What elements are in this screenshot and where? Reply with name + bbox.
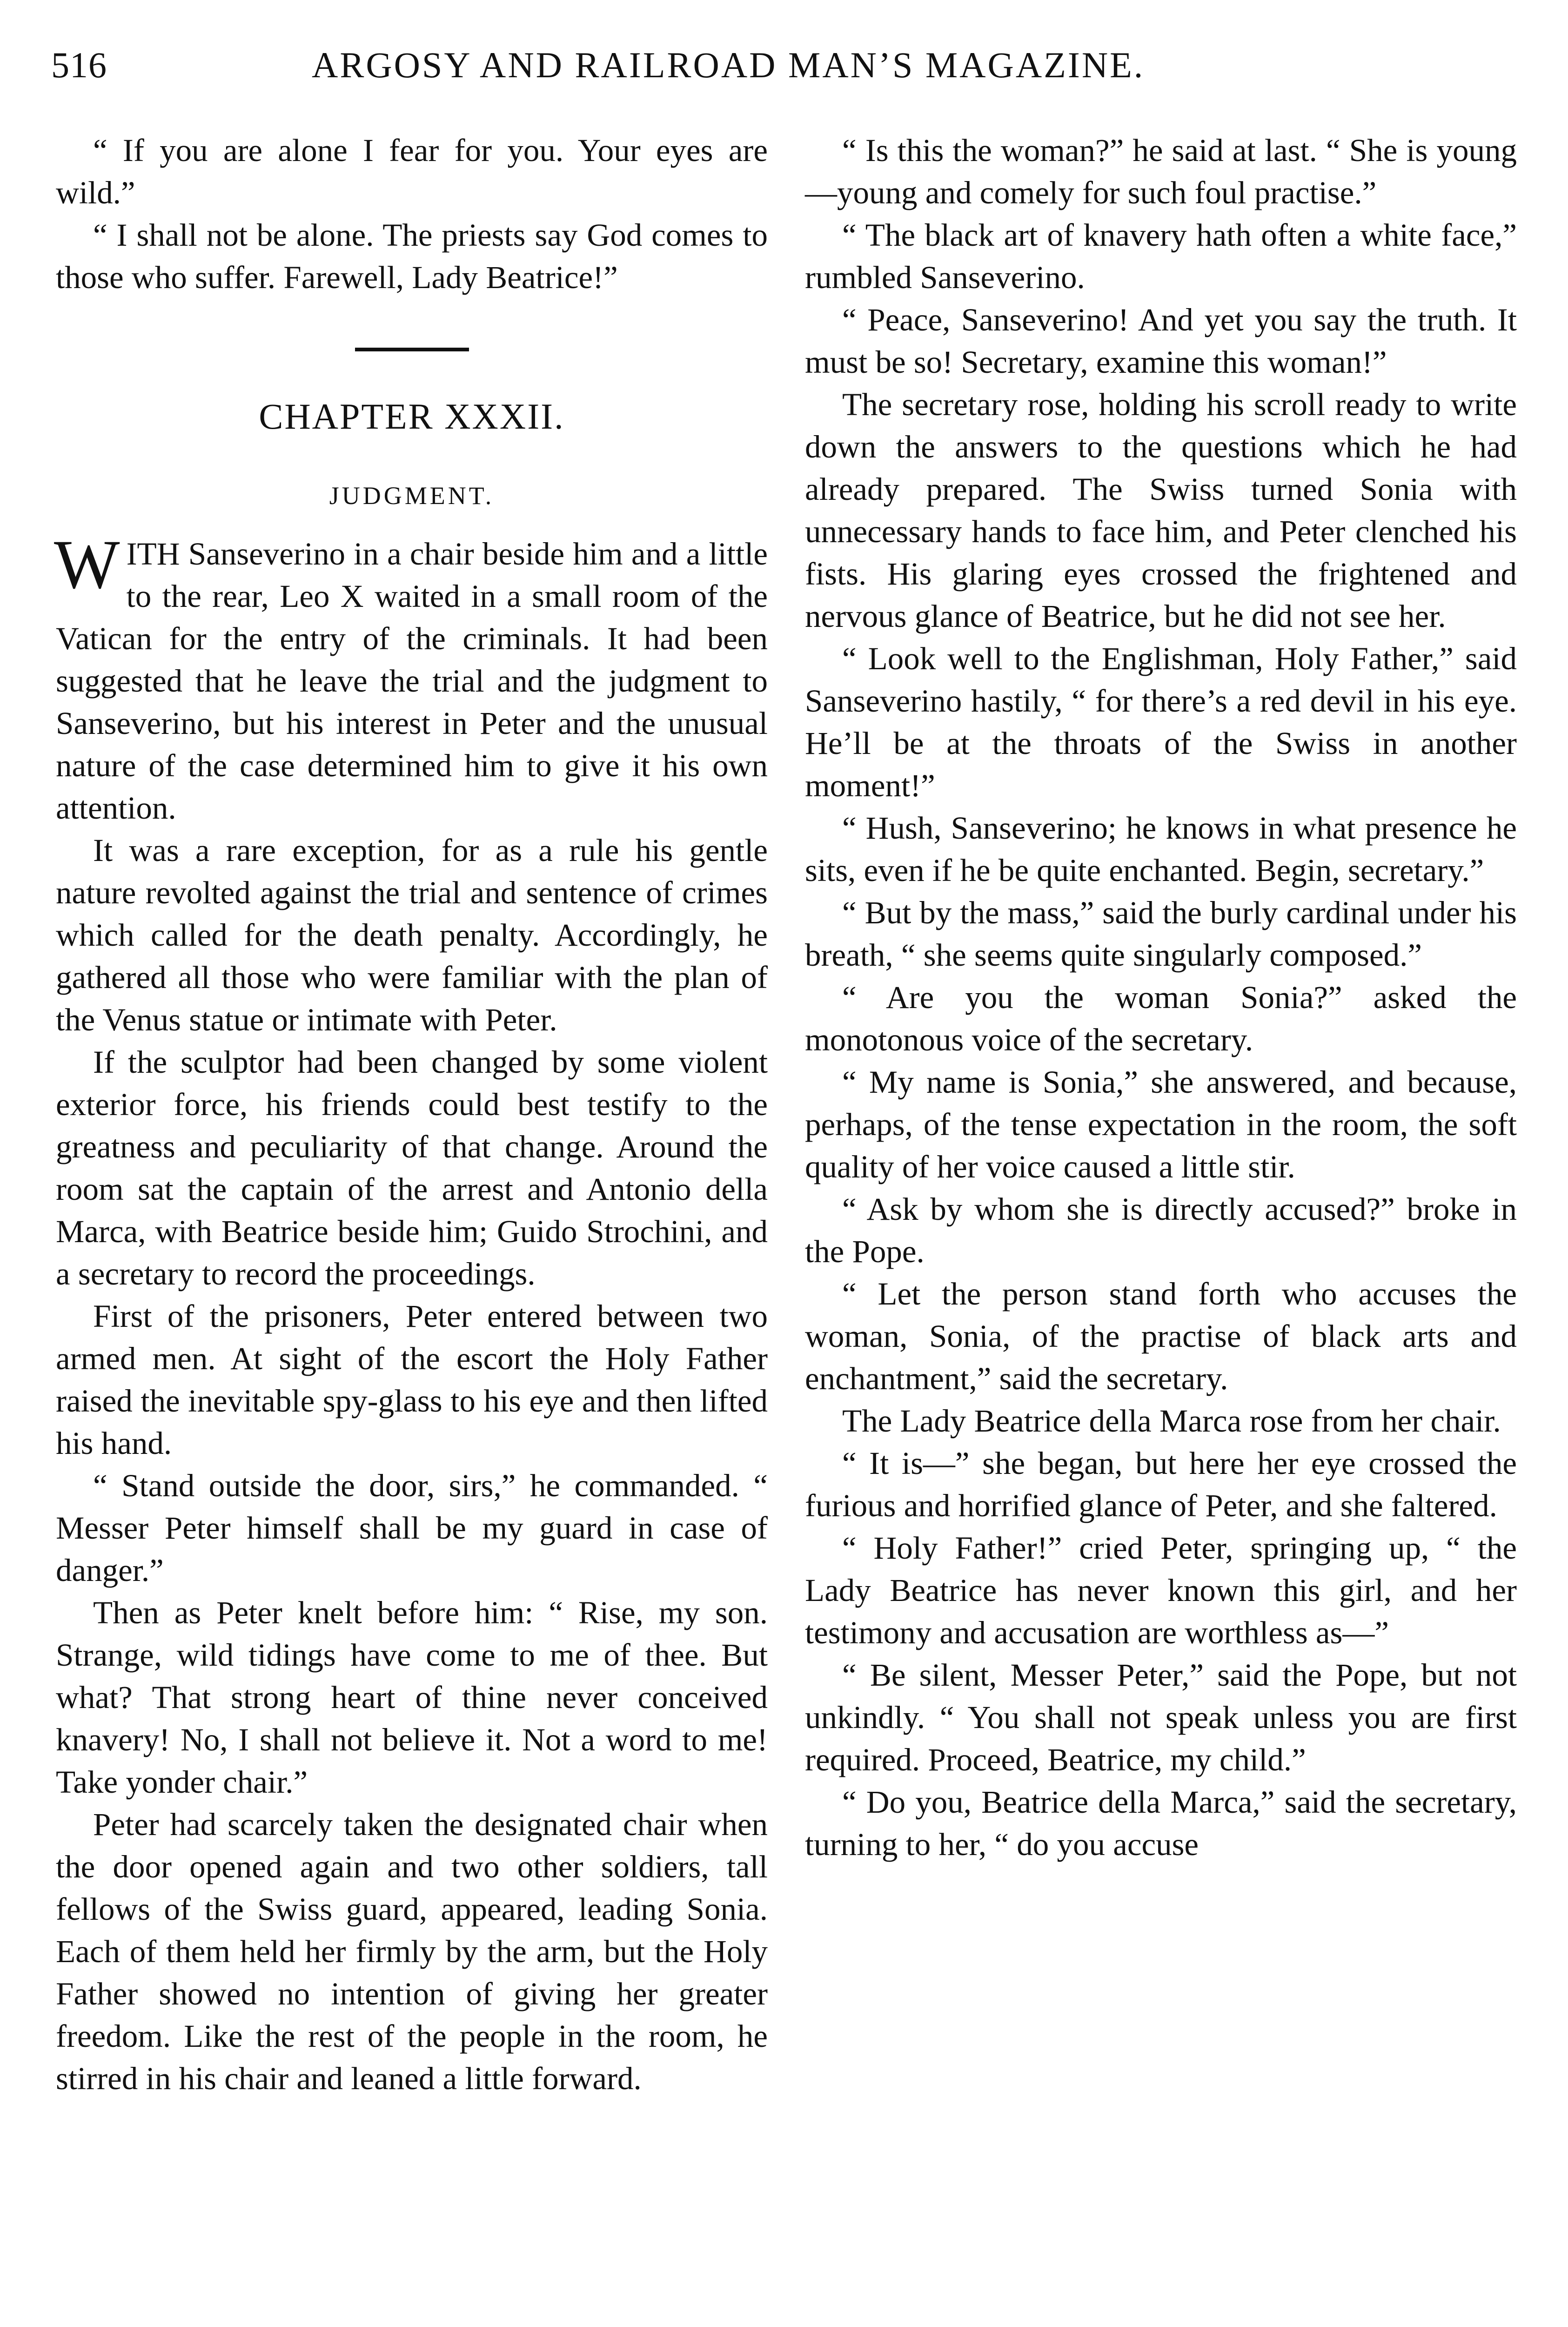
paragraph: “ It is—” she began, but here her eye crossed the furious and horrified glance of Peter, and she faltered.: [805, 1446, 1517, 1523]
paragraph: It was a rare exception, for as a rule his gentle nature revolted against the trial and sentence of crimes which called for the death penalty. Accordingly, he gathered all those who were familiar with the plan of the Venus statue or intimate with Peter.: [56, 833, 768, 1037]
left-column: [56, 129, 768, 2100]
paragraph: The Lady Beatrice della Marca rose from her chair.: [842, 1403, 1501, 1439]
paragraph: “ Stand outside the door, sirs,” he commanded. “ Messer Peter himself shall be my guard in case of danger.”: [56, 1468, 768, 1588]
page-number: 516: [51, 45, 107, 85]
paragraph: “ My name is Sonia,” she answered, and because, perhaps, of the tense expectation in the room, the soft quality of her voice caused a little stir.: [805, 1064, 1517, 1184]
paragraph: Then as Peter knelt before him: “ Rise, my son. Strange, wild tidings have come to me of thee. But what? That strong heart of thine never conceived knavery! No, I shall not believe it. Not a word to me! Take yonder chair.”: [56, 1595, 768, 1800]
paragraph: First of the prisoners, Peter entered between two armed men. At sight of the escort the Holy Father raised the inevitable spy-glass to his eye and then lifted his hand.: [56, 1298, 768, 1461]
paragraph: “ Is this the woman?” he said at last. “ She is young—young and comely for such foul practise.”: [805, 133, 1517, 210]
paragraph: Peter had scarcely taken the designated chair when the door opened again and two other soldiers, tall fellows of the Swiss guard, appeared, leading Sonia. Each of them held her firmly by the arm, but the Holy Father showed no intention of giving her greater freedom. Like the rest of the people in the room, he stirred in his chair and leaned a little forward.: [56, 1807, 768, 2096]
chapter-title: CHAPTER XXXII.: [259, 396, 565, 437]
paragraph: The secretary rose, holding his scroll ready to write down the answers to the questions which he had already prepared. The Swiss turned Sonia with unnecessary hands to face him, and Peter clenched his fists. His glaring eyes crossed the frightened and nervous glance of Beatrice, but he did not see her.: [805, 387, 1517, 634]
paragraph: “ I shall not be alone. The priests say God comes to those who suffer. Farewell, Lady Beatrice!”: [56, 217, 768, 295]
paragraph: “ Do you, Beatrice della Marca,” said the secretary, turning to her, “ do you accuse: [805, 1784, 1517, 1862]
paragraph: “ Hush, Sanseverino; he knows in what presence he sits, even if he be quite enchanted. Begin, secretary.”: [805, 810, 1517, 888]
page-header: [51, 44, 1517, 95]
paragraph: “ Ask by whom she is directly accused?” broke in the Pope.: [805, 1191, 1517, 1269]
section-divider: [355, 348, 469, 351]
paragraph: “ But by the mass,” said the burly cardinal under his breath, “ she seems quite singularly composed.”: [805, 895, 1517, 973]
paragraph: “ Peace, Sanseverino! And yet you say the truth. It must be so! Secretary, examine this woman!”: [805, 302, 1517, 380]
paragraph: “ Be silent, Messer Peter,” said the Pope, but not unkindly. “ You shall not speak unless you are first required. Proceed, Beatrice, my child.”: [805, 1657, 1517, 1777]
paragraph: “ Let the person stand forth who accuses the woman, Sonia, of the practise of black arts and enchantment,” said the secretary.: [805, 1276, 1517, 1396]
paragraph: “ The black art of knavery hath often a white face,” rumbled Sanseverino.: [805, 217, 1517, 295]
paragraph: If the sculptor had been changed by some violent exterior force, his friends could best testify to the greatness and peculiarity of that change. Around the room sat the captain of the arrest and Antonio della Marca, with Beatrice beside him; Guido Strochini, and a secretary to record the proceedings.: [56, 1044, 768, 1291]
opening-paragraph-text: ITH Sanseverino in a chair beside him and a little to the rear, Leo X waited in a small room of the Vatican for the entry of the criminals. It had been suggested that he leave the trial and the judgment to Sanseverino, but his interest in Peter and the unusual nature of the case determined him to give it his own attention.: [56, 536, 768, 826]
drop-cap: W: [54, 526, 120, 603]
chapter-subtitle: JUDGMENT.: [329, 482, 495, 510]
paragraph: “ If you are alone I fear for you. Your eyes are wild.”: [56, 133, 768, 210]
paragraph: “ Look well to the Englishman, Holy Father,” said Sanseverino hastily, “ for there’s a red devil in his eye. He’ll be at the throats of the Swiss in another moment!”: [805, 641, 1517, 803]
right-column: [805, 129, 1517, 1866]
opening-paragraph: [54, 526, 768, 829]
paragraph: “ Holy Father!” cried Peter, springing up, “ the Lady Beatrice has never known this girl, and her testimony and accusation are worthless as—”: [805, 1530, 1517, 1650]
paragraph: “ Are you the woman Sonia?” asked the monotonous voice of the secretary.: [805, 980, 1517, 1057]
running-title: ARGOSY AND RAILROAD MAN’S MAGAZINE.: [312, 45, 1145, 85]
